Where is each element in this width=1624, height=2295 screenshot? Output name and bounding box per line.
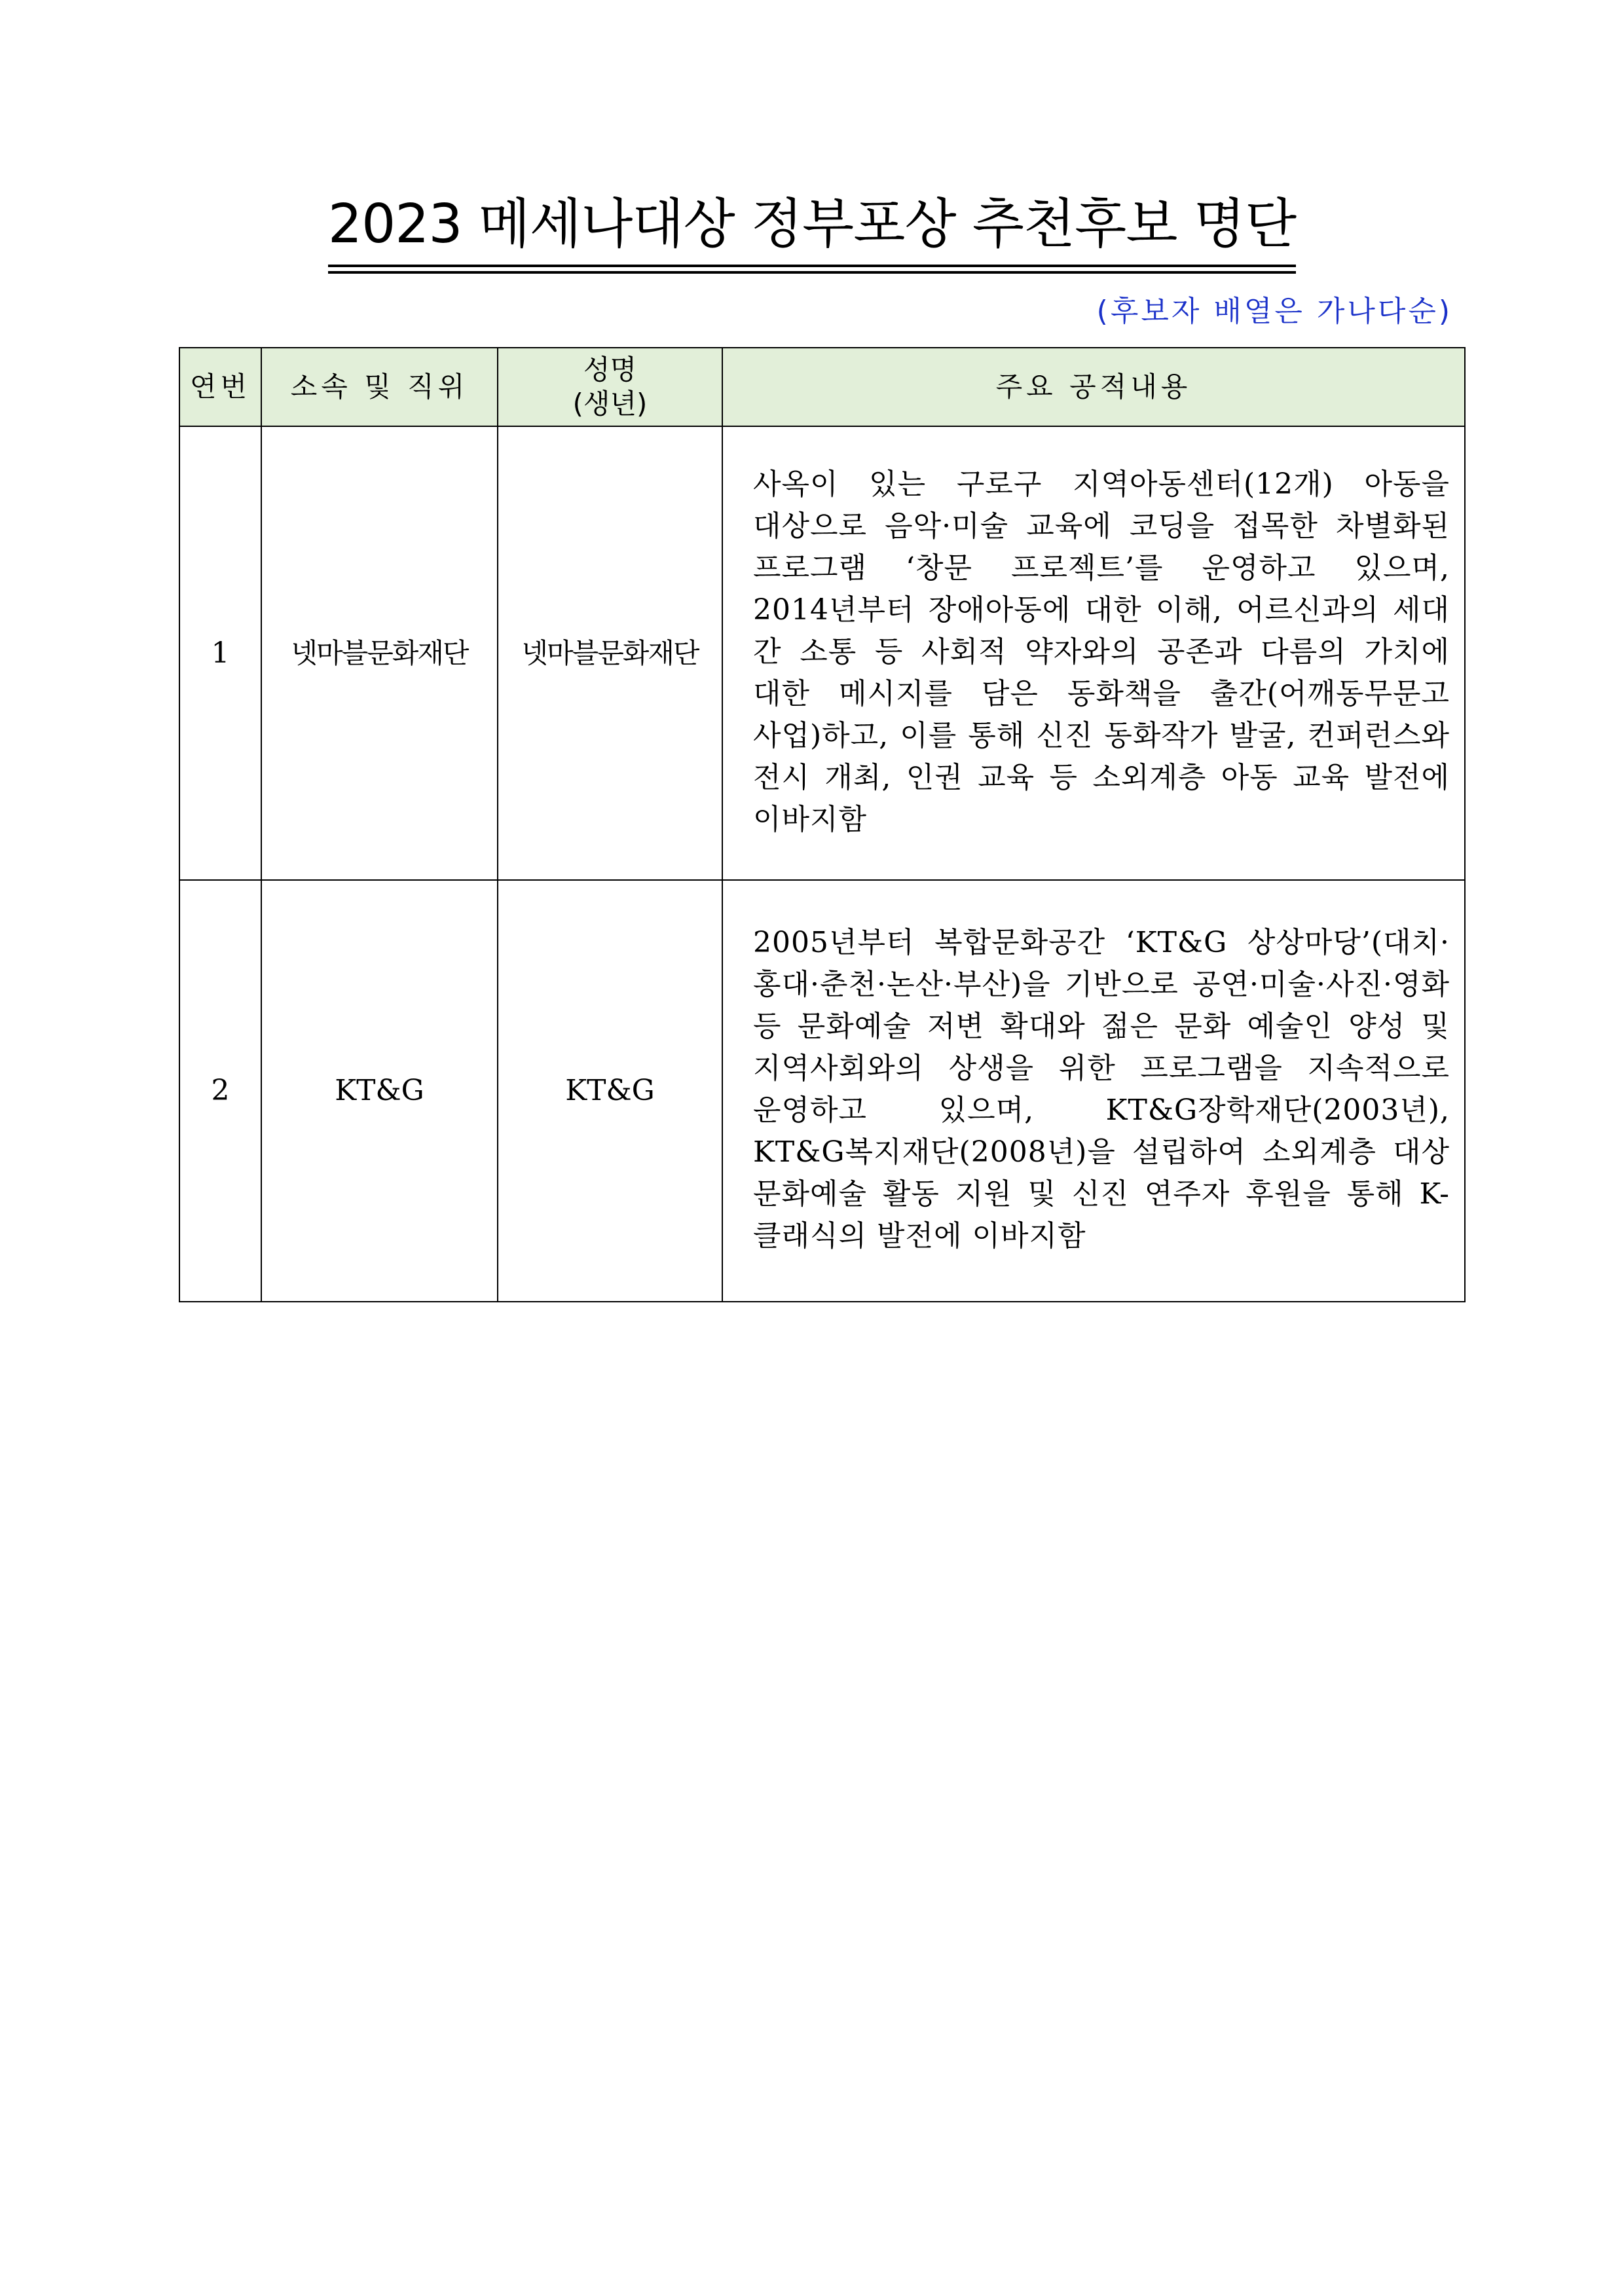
table-row — [179, 880, 1465, 1302]
candidates-table — [179, 347, 1466, 1302]
header-name — [498, 348, 722, 426]
header-affiliation: 소속 및 직위 — [261, 348, 498, 426]
table-row — [179, 426, 1465, 880]
table-header-row — [179, 348, 1465, 426]
page-title-text: 2023 메세나대상 정부포상 추천후보 명단 — [328, 189, 1296, 267]
page-title — [0, 189, 1624, 267]
row-number: 1 — [179, 426, 261, 880]
header-number: 연번 — [179, 348, 261, 426]
row-number: 2 — [179, 880, 261, 1302]
header-achievements: 주요 공적내용 — [722, 348, 1465, 426]
row-achievements: 2005년부터 복합문화공간 ‘KT&G 상상마당’(대치·홍대·춘천·논산·부산)을 기반으로 공연·미술·사진·영화 등 문화예술 저변 확대와 젊은 문화 예술인 양성 및 지역사회와의 상생을 위한 프로그램을 지속적으로 운영하고 있으며, KT&G장학재단(2003년), KT&G복지재단(2008년)을 설립하여 소외계층 대상 문화예술 활동 지원 및 신진 연주자 후원을 통해 K-클래식의 발전에 이바지함 — [722, 880, 1465, 1302]
ordering-note: (후보자 배열은 가나다순) — [1096, 295, 1452, 328]
row-achievements: 사옥이 있는 구로구 지역아동센터(12개) 아동을 대상으로 음악·미술 교육에 코딩을 접목한 차별화된 프로그램 ‘창문 프로젝트’를 운영하고 있으며, 2014년부터 장애아동에 대한 이해, 어르신과의 세대 간 소통 등 사회적 약자와의 공존과 다름의 가치에 대한 메시지를 담은 동화책을 출간(어깨동무문고 사업)하고, 이를 통해 신진 동화작가 발굴, 컨퍼런스와 전시 개최, 인권 교육 등 소외계층 아동 교육 발전에 이바지함 — [722, 426, 1465, 880]
header-name-line1: 성명 — [583, 354, 637, 386]
row-name: 넷마블문화재단 — [498, 426, 722, 880]
row-affiliation: KT&G — [261, 880, 498, 1302]
row-affiliation: 넷마블문화재단 — [261, 426, 498, 880]
header-name-line2: (생년) — [572, 388, 648, 420]
row-name: KT&G — [498, 880, 722, 1302]
